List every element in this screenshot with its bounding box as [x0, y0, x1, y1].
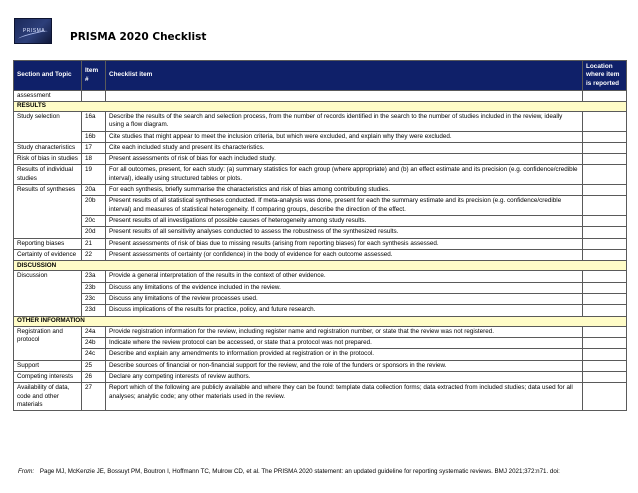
checklist-row — [14, 326, 627, 337]
checklist-item-text: For each synthesis, briefly summarise the characteristics and risk of bias among contributing studies. — [106, 185, 583, 196]
checklist-item-text: Present results of all investigations of possible causes of heterogeneity among study results. — [106, 215, 583, 226]
item-number: 20d — [82, 227, 106, 238]
location-cell[interactable] — [583, 360, 627, 371]
section-topic: Results of syntheses — [14, 185, 82, 238]
column-header-section: Section and Topic — [14, 61, 82, 91]
checklist-item-text: Report which of the following are publicly available and where they can be found: template data collection forms; data extracted from included studies; data used for all analyses; analytic code; any other materials used in the review. — [106, 383, 583, 411]
section-topic: Study selection — [14, 111, 82, 142]
checklist-row — [14, 154, 627, 165]
continuation-item-cell — [82, 91, 106, 101]
checklist-row — [14, 111, 627, 131]
location-cell[interactable] — [583, 111, 627, 131]
location-cell[interactable] — [583, 215, 627, 226]
location-cell[interactable] — [583, 383, 627, 411]
checklist-row — [14, 238, 627, 249]
section-topic: Certainty of evidence — [14, 249, 82, 260]
checklist-row — [14, 372, 627, 383]
checklist-item-text: Present results of all statistical syntheses conducted. If meta-analysis was done, present for each the summary estimate and its precision (e.g. confidence/credible interval) and measures of statistical heterogeneity. If comparing groups, describe the direction of the effect. — [106, 196, 583, 216]
checklist-item-text: Discuss any limitations of the review processes used. — [106, 294, 583, 305]
checklist-item-text: Provide a general interpretation of the results in the context of other evidence. — [106, 271, 583, 282]
checklist-row — [14, 338, 627, 349]
location-cell[interactable] — [583, 294, 627, 305]
checklist-row — [14, 349, 627, 360]
page-header — [14, 18, 614, 48]
table-header-row — [14, 61, 627, 91]
section-topic: Reporting biases — [14, 238, 82, 249]
checklist-item-text: Cite studies that might appear to meet the inclusion criteria, but which were excluded, and explain why they were excluded. — [106, 131, 583, 142]
section-header-row — [14, 261, 627, 271]
checklist-row — [14, 165, 627, 185]
checklist-row — [14, 383, 627, 411]
item-number: 22 — [82, 249, 106, 260]
section-header-row — [14, 101, 627, 111]
section-topic: Registration and protocol — [14, 326, 82, 360]
prisma-logo — [14, 18, 52, 44]
section-topic: Discussion — [14, 271, 82, 316]
page-title: PRISMA 2020 Checklist — [70, 31, 207, 43]
checklist-row — [14, 215, 627, 226]
location-cell[interactable] — [583, 372, 627, 383]
location-cell[interactable] — [583, 154, 627, 165]
checklist-row — [14, 360, 627, 371]
checklist-row — [14, 185, 627, 196]
checklist-item-text: Present assessments of risk of bias for each included study. — [106, 154, 583, 165]
checklist-item-text: Describe the results of the search and selection process, from the number of records identified in the search to the number of studies included in the review, ideally using a flow diagram. — [106, 111, 583, 131]
checklist-item-text: Indicate where the review protocol can be accessed, or state that a protocol was not prepared. — [106, 338, 583, 349]
checklist-row — [14, 227, 627, 238]
location-cell[interactable] — [583, 349, 627, 360]
item-number: 17 — [82, 142, 106, 153]
item-number: 21 — [82, 238, 106, 249]
checklist-item-text: Present results of all sensitivity analyses conducted to assess the robustness of the synthesized results. — [106, 227, 583, 238]
logo-text: PRISMA — [22, 28, 46, 34]
item-number: 20c — [82, 215, 106, 226]
checklist-row — [14, 271, 627, 282]
citation-footer — [18, 468, 628, 475]
checklist-body — [14, 91, 627, 411]
location-cell[interactable] — [583, 227, 627, 238]
checklist-row — [14, 249, 627, 260]
item-number: 23a — [82, 271, 106, 282]
item-number: 20b — [82, 196, 106, 216]
item-number: 24c — [82, 349, 106, 360]
item-number: 27 — [82, 383, 106, 411]
location-cell[interactable] — [583, 238, 627, 249]
item-number: 25 — [82, 360, 106, 371]
item-number: 24a — [82, 326, 106, 337]
checklist-row — [14, 131, 627, 142]
checklist-item-text: Describe sources of financial or non-financial support for the review, and the role of the funders or sponsors in the review. — [106, 360, 583, 371]
checklist-row — [14, 196, 627, 216]
checklist-item-text: Discuss any limitations of the evidence included in the review. — [106, 282, 583, 293]
checklist-item-text: Declare any competing interests of review authors. — [106, 372, 583, 383]
location-cell[interactable] — [583, 338, 627, 349]
location-cell[interactable] — [583, 142, 627, 153]
location-cell[interactable] — [583, 326, 627, 337]
checklist-item-text: For all outcomes, present, for each study: (a) summary statistics for each group (where appropriate) and (b) an effect estimate and its precision (e.g. confidence/credible interval), ideally using structured tables or plots. — [106, 165, 583, 185]
location-cell[interactable] — [583, 185, 627, 196]
section-label: DISCUSSION — [14, 261, 627, 271]
item-number: 26 — [82, 372, 106, 383]
checklist-table — [13, 60, 627, 411]
checklist-item-text: Discuss implications of the results for practice, policy, and future research. — [106, 305, 583, 316]
section-label: RESULTS — [14, 101, 627, 111]
item-number: 24b — [82, 338, 106, 349]
column-header-item: Item # — [82, 61, 106, 91]
checklist-item-text: Describe and explain any amendments to information provided at registration or in the protocol. — [106, 349, 583, 360]
section-topic: Availability of data, code and other materials — [14, 383, 82, 411]
footer-from-label: From: — [18, 468, 35, 475]
location-cell[interactable] — [583, 282, 627, 293]
section-label: OTHER INFORMATION — [14, 316, 627, 326]
location-cell[interactable] — [583, 305, 627, 316]
item-number: 23d — [82, 305, 106, 316]
section-topic: Competing interests — [14, 372, 82, 383]
section-topic: Support — [14, 360, 82, 371]
location-cell[interactable] — [583, 165, 627, 185]
location-cell[interactable] — [583, 131, 627, 142]
section-header-row — [14, 316, 627, 326]
location-cell[interactable] — [583, 196, 627, 216]
item-number: 18 — [82, 154, 106, 165]
checklist-item-text: Cite each included study and present its characteristics. — [106, 142, 583, 153]
item-number: 20a — [82, 185, 106, 196]
checklist-row — [14, 305, 627, 316]
continuation-location-cell — [583, 91, 627, 101]
continuation-topic: assessment — [14, 91, 82, 101]
checklist-item-text: Provide registration information for the review, including register name and registration number, or state that the review was not registered. — [106, 326, 583, 337]
section-topic: Results of individual studies — [14, 165, 82, 185]
item-number: 23c — [82, 294, 106, 305]
item-number: 16b — [82, 131, 106, 142]
column-header-location: Location where item is reported — [583, 61, 627, 91]
checklist-item-text: Present assessments of risk of bias due to missing results (arising from reporting biases) for each synthesis assessed. — [106, 238, 583, 249]
continuation-text-cell — [106, 91, 583, 101]
continuation-row — [14, 91, 627, 101]
location-cell[interactable] — [583, 249, 627, 260]
column-header-checklist: Checklist item — [106, 61, 583, 91]
checklist-row — [14, 294, 627, 305]
section-topic: Risk of bias in studies — [14, 154, 82, 165]
item-number: 16a — [82, 111, 106, 131]
checklist-row — [14, 142, 627, 153]
item-number: 23b — [82, 282, 106, 293]
location-cell[interactable] — [583, 271, 627, 282]
section-topic: Study characteristics — [14, 142, 82, 153]
checklist-item-text: Present assessments of certainty (or confidence) in the body of evidence for each outcome assessed. — [106, 249, 583, 260]
item-number: 19 — [82, 165, 106, 185]
footer-citation: Page MJ, McKenzie JE, Bossuyt PM, Boutron I, Hoffmann TC, Mulrow CD, et al. The PRISMA 2020 statement: an updated guideline for reporting systematic reviews. BMJ 2021;372:n71. doi: — [39, 468, 560, 475]
checklist-row — [14, 282, 627, 293]
